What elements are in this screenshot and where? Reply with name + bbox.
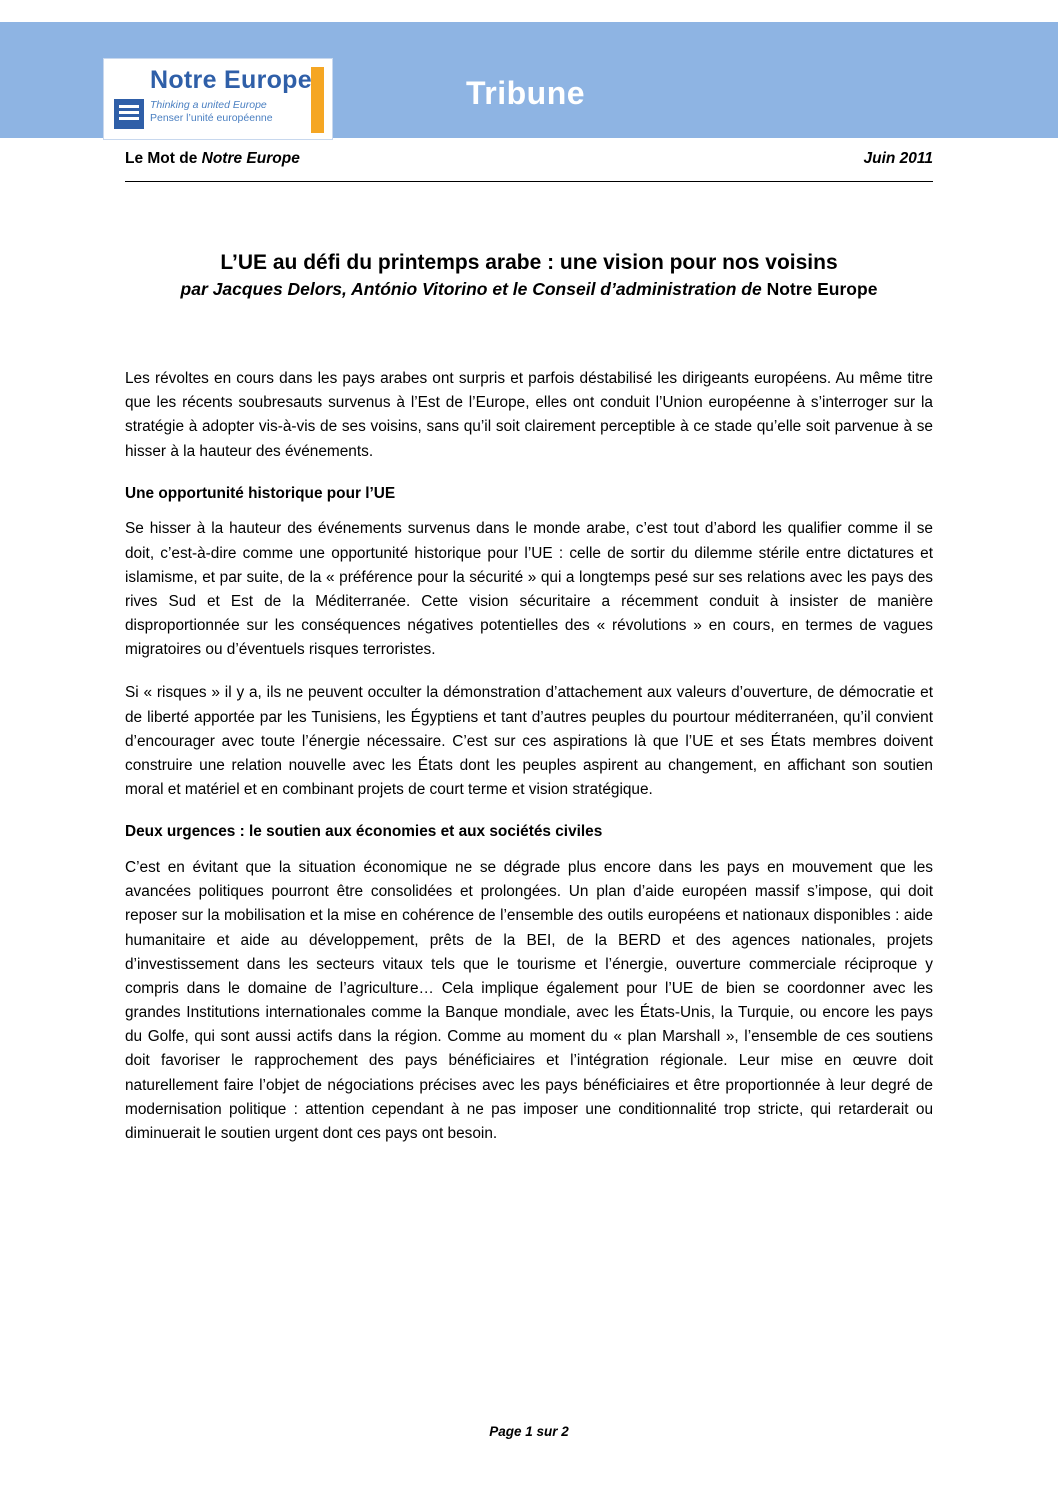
document-body: [125, 367, 933, 1165]
section1-paragraph-2: Si « risques » il y a, ils ne peuvent occulter la démonstration d’attachement aux valeurs d’ouverture, de démocratie et de liberté apportée par les Tunisiens, les Égyptiens et tant d’autres peuples du pourtour méditerranéen, qu’il convient d’encourager avec toute l’énergie nécessaire. C’est sur ces aspirations là que l’UE et ses États membres doivent construire une relation nouvelle avec les États dont les peuples aspirent au changement, en affichant son soutien moral et matériel et en combinant projets de court terme et vision stratégique.: [125, 684, 933, 799]
notre-europe-logo: [103, 58, 333, 140]
authors-line: [125, 279, 933, 301]
section-heading-1: Une opportunité historique pour l’UE: [125, 484, 396, 502]
logo-title: Notre Europe: [150, 66, 312, 94]
section2-paragraph-1: C’est en évitant que la situation économique ne se dégrade plus encore dans les pays en mouvement que les avancées politiques pourront être consolidées et prolongées. Un plan d’aide européen massif s’impose, qui doit reposer sur la mobilisation et la mise en cohérence de l’ensemble des outils européens et nationaux disponibles : aide humanitaire et aide au développement, prêts de la BEI, de la BERD et des agences nationales, projets d’investissement dans les secteurs vitaux tels que le tourisme et l’énergie, ouverture commerciale réciproque y compris dans le domaine de l’agriculture… Cela implique également pour l’UE de bien se coordonner avec les grandes Institutions internationales comme la Banque mondiale, avec les États-Unis, la Turquie, ou encore les pays du Golfe, qui sont aussi actifs dans la région. Comme au moment du « plan Marshall », l’ensemble de ces soutiens doit favoriser le rapprochement des pays bénéficiaires et l’intégration régionale. Leur mise en œuvre doit naturellement faire l’objet de négociations précises avec les pays bénéficiaires et être proportionnée à leur degré de modernisation politique : attention cependant à ne pas imposer une conditionnalité trop stricte, qui retarderait ou diminuerait le soutien urgent dont ces pays ont besoin.: [125, 858, 933, 1142]
logo-tagline-fr: Penser l’unité européenne: [150, 112, 273, 124]
logo-tagline-en: Thinking a united Europe: [150, 99, 267, 111]
logo-book-icon: [114, 99, 144, 129]
title-block: [125, 250, 933, 301]
running-head-date: Juin 2011: [863, 150, 933, 167]
running-head-left: [125, 150, 300, 168]
header-band: [0, 22, 1058, 138]
page-footer: Page 1 sur 2: [489, 1424, 569, 1439]
logo-accent-bar: [311, 67, 324, 133]
authors-prefix: par Jacques Delors, António Vitorino et le Conseil d’administration de: [180, 279, 767, 300]
section1-paragraph-1: Se hisser à la hauteur des événements survenus dans le monde arabe, c’est tout d’abord les qualifier comme il se doit, c’est-à-dire comme une opportunité historique pour l’UE : celle de sortir du dilemme stérile entre dictatures et islamisme, et par suite, de la « préférence pour la sécurité » qui a longtemps pesé sur ses relations avec les pays des rives Sud et Est de la Méditerranée. Cette vision sécuritaire a récemment conduit à insister de manière disproportionnée sur les conséquences négatives potentielles des « révolutions » en cours, en termes de vagues migratoires ou d’éventuels risques terroristes.: [125, 520, 933, 659]
section-heading-2: Deux urgences : le soutien aux économies et aux sociétés civiles: [125, 823, 603, 841]
running-head-prefix: Le Mot de: [125, 150, 202, 167]
running-head-brand: Notre Europe: [201, 150, 300, 167]
document-type-label: Tribune: [466, 75, 586, 111]
authors-organisation: Notre Europe: [766, 279, 878, 300]
running-head: [125, 150, 933, 182]
intro-paragraph: Les révoltes en cours dans les pays arabes ont surpris et parfois déstabilisé les dirigeants européens. Au même titre que les récents soubresauts survenus à l’Est de l’Europe, elles ont conduit l’Union européenne à s’interroger sur la stratégie à adopter vis-à-vis de ses voisins, sans qu’il soit clairement perceptible à ce stade qu’elle soit parvenue à se hisser à la hauteur des événements.: [125, 370, 933, 460]
page-title: L’UE au défi du printemps arabe : une vision pour nos voisins: [220, 251, 838, 274]
